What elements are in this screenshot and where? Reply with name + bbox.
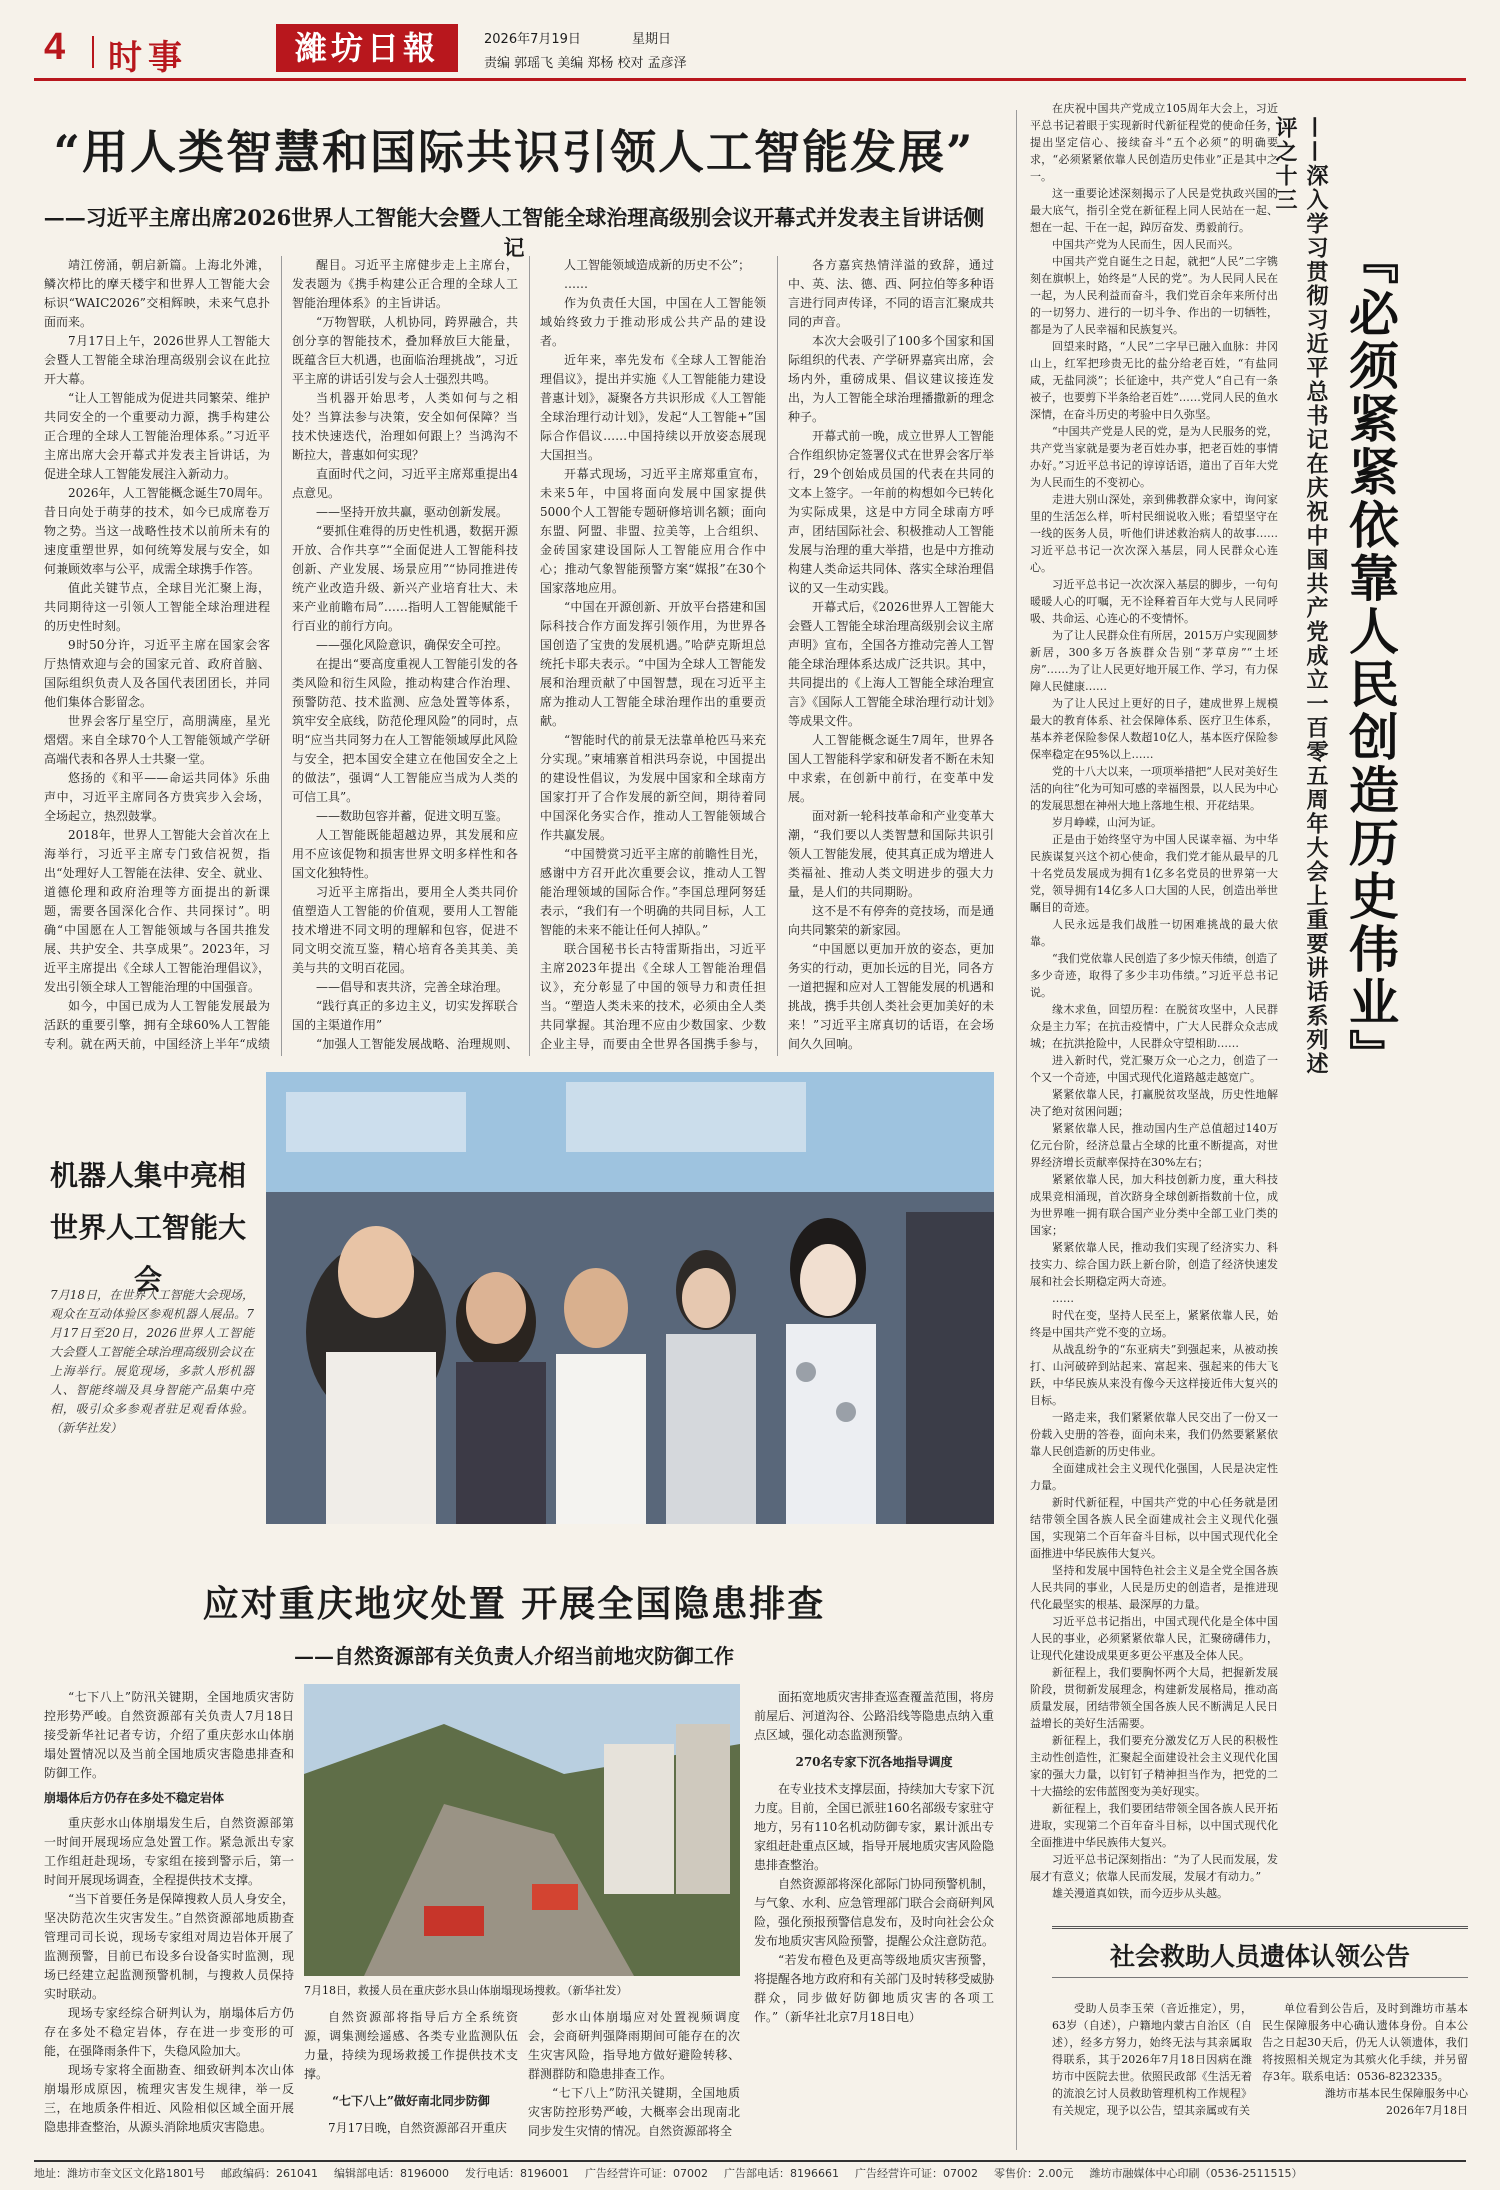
article-paragraph: 回望来时路，“人民”二字早已融入血脉：井冈山上，红军把珍贵无比的盐分给老百姓，“有盐同咸，无盐同淡”；长征途中，共产党人“自己有一条被子，也要剪下半条给老百姓”……党同人民的鱼水深情，在奋斗历史的考验中日久弥坚。 <box>1030 340 1278 421</box>
landslide-photo-caption: 7月18日，救援人员在重庆彭水县山体崩塌现场搜救。（新华社发） <box>304 1984 628 1997</box>
article-paragraph: 如今，中国已成为人工智能发展最为活跃的重要引擎，拥有全球60%人工智能专利。就在两天前，中国经济上半年“成绩 <box>44 999 270 1051</box>
article-paragraph: “让人工智能成为促进共同繁荣、维护共同安全的一个重要动力源，携手构建公正合理的全球人工智能治理体系。”习近平主席出席大会开幕式并发表主旨讲话，为促进全球人工智能发展注入新动力。 <box>44 391 270 481</box>
article-paragraph: 人工智能领域造成新的历史不公”； <box>564 258 751 272</box>
article-paragraph: …… <box>1052 1292 1074 1305</box>
top-story-column <box>44 256 270 1056</box>
article-paragraph: 重庆彭水山体崩塌发生后，自然资源部第一时间开展现场应急处置工作。紧急派出专家工作组赶赴现场，专家组在接到警示后，第一时间开展现场调查，全程提供技术支撑。 <box>44 1816 294 1887</box>
issue-date: 2026年7月19日 <box>484 32 581 47</box>
footer-item: 广告经营许可证：07002 <box>585 2167 708 2180</box>
article-paragraph: 时代在变，坚持人民至上，紧紧依靠人民，始终是中国共产党不变的立场。 <box>1030 1309 1278 1339</box>
article-paragraph: 人民永远是我们战胜一切困难挑战的最大依靠。 <box>1030 918 1278 948</box>
lower-story-subtitle: ——自然资源部有关负责人介绍当前地灾防御工作 <box>294 1644 734 1668</box>
lower-story-column <box>44 1688 294 2148</box>
landslide-illustration <box>304 1684 740 1976</box>
article-paragraph: 这不是不有停奔的竞技场，而是通向共同繁荣的新家园。 <box>788 904 994 937</box>
footer-item: 邮政编码：261041 <box>221 2167 318 2180</box>
footer-item: 广告部电话：8196661 <box>724 2167 839 2180</box>
photo-feature-caption: 7月18日，在世界人工智能大会现场，观众在互动体验区参观机器人展品。7月17日至20日，2026世界人工智能大会暨人工智能全球治理高级别会议在上海举行。展览现场，多款人形机器人、智能终端及具身智能产品集中亮相，吸引众多参观者驻足观看体验。（新华社发） <box>50 1288 255 1435</box>
article-paragraph: 习近平总书记指出，中国式现代化是全体中国人民的事业，必须紧紧依靠人民，汇聚磅礴伟力，让现代化建设成果更多更公平惠及全体人民。 <box>1030 1615 1278 1662</box>
article-paragraph: 开幕式现场，习近平主席郑重宣布，未来5年，中国将面向发展中国家提供5000个人工智能专题研修培训名额；面向东盟、阿盟、非盟、拉美等，上合组织、金砖国家建设国际人工智能应用合作中心；推动气象智能预警方案“媒报”在30个国家落地应用。 <box>540 467 766 595</box>
page-number: 4 <box>44 26 66 68</box>
article-paragraph: 醒目。习近平主席健步走上主席台，发表题为《携手构建公正合理的全球人工智能治理体系》的主旨讲话。 <box>292 258 518 310</box>
article-paragraph: 面对新一轮科技革命和产业变革大潮，“我们要以人类智慧和国际共识引领人工智能发展，使其真正成为增进人类福祉、推动人类文明进步的强大力量，是人们的共同期盼。 <box>788 809 994 899</box>
article-paragraph: 2018年，世界人工智能大会首次在上海举行，习近平主席专门致信祝贺，指出“处理好人工智能在法律、安全、就业、道德伦理和政府治理等方面提出的新课题，需要各国深化合作、共同探讨”。明确“中国愿在人工智能领域与各国共推发展、共护安全、共享成果”。2023年，习近平主席提出《全球人工智能治理倡议》，发出引领全球人工智能治理的中国强音。 <box>44 828 270 994</box>
article-paragraph: “七下八上”防汛关键期，全国地质灾害防控形势严峻，大概率会出现南北同步发生灾情的情况。自然资源部将全 <box>528 2086 740 2138</box>
article-paragraph: 新征程上，我们要充分激发亿万人民的积极性主动性创造性，汇聚起全面建设社会主义现代化国家的强大力量，以钉钉子精神担当作为，把党的二十大描绘的宏伟蓝图变为美好现实。 <box>1030 1734 1278 1798</box>
article-paragraph: “当下首要任务是保障搜救人员人身安全，坚决防范次生灾害发生。”自然资源部地质勘查管理司司长说，现场专家组对周边岩体开展了监测预警，目前已布设多台设备实时监测，现场已经建立起监测预警机制，与搜救人员保持实时联动。 <box>44 1892 294 2001</box>
article-paragraph: ——强化风险意识，确保安全可控。 <box>316 638 509 652</box>
photo-feature-title: 机器人集中亮相世界人工智能大会 <box>50 1159 247 1296</box>
article-paragraph: 习近平总书记一次次深入基层的脚步，一句句暖暖人心的叮嘱，无不诠释着百年大党与人民同呼吸、共命运、心连心的不变情怀。 <box>1030 578 1278 625</box>
article-paragraph: 作为负责任大国，中国在人工智能领域始终致力于推动形成公共产品的建设者。 <box>540 296 766 348</box>
robot-exhibition-illustration <box>266 1072 994 1524</box>
footer-item: 编辑部电话：8196000 <box>334 2167 449 2180</box>
column-rule <box>281 256 282 1056</box>
page-footer <box>34 2160 1466 2184</box>
article-paragraph: 中国共产党为人民而生，因人民而兴。 <box>1052 238 1239 251</box>
notice-right-text <box>1262 2000 1468 2150</box>
article-paragraph: ——坚持开放共赢，驱动创新发展。 <box>316 505 509 519</box>
article-paragraph: 开幕式后，《2026世界人工智能大会暨人工智能全球治理高级别会议主席声明》宣布，全国各方推动完善人工智能全球治理体系达成广泛共识。其中，共同提出的《上海人工智能全球治理宣言》《国际人工智能全球治理行动计划》等成果文件。 <box>788 600 994 728</box>
column-rule <box>529 256 530 1056</box>
footer-item: 广告经营许可证：07002 <box>855 2167 978 2180</box>
feature-vertical-title: 『必须紧紧依靠人民创造历史伟业』 <box>1341 234 1400 1082</box>
article-paragraph: 紧紧依靠人民，加大科技创新力度，重大科技成果竞相涌现，首次跻身全球创新指数前十位，成为世界唯一拥有联合国产业分类中全部工业门类的国家； <box>1030 1173 1278 1237</box>
article-paragraph: “万物智联，人机协同，跨界融合，共创分享的智能技术，叠加释放巨大能量，既蕴含巨大机遇，也面临治理挑战”，习近平主席的讲话引发与会人士强烈共鸣。 <box>292 315 518 386</box>
article-paragraph: 世界会客厅星空厅，高朋满座，星光熠熠。来自全球70个人工智能领域产学研高端代表和各界人士共聚一堂。 <box>44 714 270 766</box>
article-paragraph: 开幕式前一晚，成立世界人工智能合作组织协定签署仪式在世界会客厅举行，29个创始成员国的代表在共同的文本上签字。一年前的构想如今已转化为实际成果，这是中方同全球南方呼声，团结国际社会、积极推动人工智能发展与治理的重大举措，也是中方推动构建人类命运共同体、落实全球治理倡议的又一生动实践。 <box>788 429 994 595</box>
article-paragraph: 本次大会吸引了100多个国家和国际组织的代表、产学研界嘉宾出席，会场内外，重磅成果、倡议建议接连发出，为人工智能全球治理播撒新的理念种子。 <box>788 334 994 424</box>
article-paragraph: 坚持和发展中国特色社会主义是全党全国各族人民共同的事业，人民是历史的创造者，是推进现代化最坚实的根基、最深厚的力量。 <box>1030 1564 1278 1611</box>
article-paragraph: “七下八上”做好南北同步防御 <box>332 2094 490 2108</box>
issue-weekday: 星期日 <box>632 32 672 47</box>
article-paragraph: 人工智能概念诞生7周年，世界各国人工智能科学家和研发者不断在未知中求索，在创新中前行，在变革中发展。 <box>788 733 994 804</box>
article-paragraph: 人工智能既能超越边界，其发展和应用不应该促物和损害世界文明多样性和各国文化独特性。 <box>292 828 518 880</box>
column-rule <box>777 256 778 1056</box>
article-paragraph: “加强人工智能发展战略、治理规则、 <box>316 1037 518 1051</box>
article-paragraph <box>788 1054 994 1056</box>
robot-exhibition-photo <box>266 1072 994 1524</box>
article-paragraph: 7月17日晚，自然资源部召开重庆 <box>328 2121 507 2135</box>
lower-story-column <box>528 2008 740 2148</box>
article-paragraph: 在提出“要高度重视人工智能引发的各类风险和衍生风险，推动构建合作治理、预警防范、技术监测、应急处置等体系，筑牢安全底线，防范伦理风险”的同时，点明“应当共同努力在人工智能领域厚此风险与安全，把本国安全建立在他国安全之上的做法”，强调“人工智能应当成为人类的可信工具”。 <box>292 657 518 804</box>
footer-item: 地址：潍坊市奎文区文化路1801号 <box>34 2167 205 2180</box>
article-paragraph: 这一重要论述深刻揭示了人民是党执政兴国的最大底气，指引全党在新征程上同人民站在一起、想在一起、干在一起，踔厉奋发、勇毅前行。 <box>1030 187 1278 234</box>
article-paragraph: “中国在开源创新、开放平台搭建和国际科技合作方面发挥引领作用，为世界各国创造了宝贵的发展机遇。”哈萨克斯坦总统托卡耶夫表示。“中国为全球人工智能发展和治理贡献了中国智慧，现在习近平主席为推动人工智能全球治理作出的重要贡献。 <box>540 600 766 728</box>
notice-date: 2026年7月18日 <box>1386 2104 1468 2117</box>
lower-story-column <box>754 1688 994 2148</box>
article-paragraph: 值此关键节点，全球目光汇聚上海，共同期待这一引领人工智能全球治理进程的历史性时刻。 <box>44 581 270 633</box>
article-paragraph: 近年来，率先发布《全球人工智能治理倡议》，提出并实施《人工智能能力建设普惠计划》，凝聚各方共识形成《人工智能全球治理行动计划》，发起“人工智能+”国际合作倡议……中国持续以开放姿态展现大国担当。 <box>540 353 766 462</box>
article-paragraph: “智能时代的前景无法靠单枪匹马来充分实现。”柬埔寨首相洪玛奈说，中国提出的建设性倡议，为发展中国家和全球南方国家打开了合作发展的新空间，期待着同中国深化务实合作，推动人工智能领域合作共赢发展。 <box>540 733 766 842</box>
article-paragraph: 各方嘉宾热情洋溢的致辞，通过中、英、法、德、西、阿拉伯等多种语言进行同声传译，不同的语言汇聚成共同的声音。 <box>788 258 994 329</box>
article-paragraph: 为了让人民过上更好的日子，建成世界上规模最大的教育体系、社会保障体系、医疗卫生体系，基本养老保险参保人数超10亿人，基本医疗保险参保率稳定在95%以上…… <box>1030 697 1278 761</box>
footer-item: 潍坊市融媒体中心印刷（0536-2511515） <box>1089 2167 1303 2180</box>
photo-feature <box>34 1072 994 1524</box>
article-paragraph: 正是由于始终坚守为中国人民谋幸福、为中华民族谋复兴这个初心使命，我们党才能从最早的几十名党员发展成为拥有1亿多名党员的世界第一大党，领导拥有14亿多人口大国的人民，创造出举世瞩目的奇迹。 <box>1030 833 1278 914</box>
article-paragraph: 当机器开始思考，人类如何与之相处？当算法参与决策，安全如何保障？当技术快速迭代，治理如何跟上？当鸿沟不断拉大，普惠如何实现？ <box>292 391 518 462</box>
article-paragraph: “要抓住难得的历史性机遇，数据开源开放、合作共享”“全面促进人工智能科技创新、产业发展、场景应用”“协同推进传统产业改造升级、新兴产业培育壮大、未来产业前瞻布局”……指明人工智能赋能千行百业的前行方向。 <box>292 524 518 633</box>
article-paragraph: 靖江傍涌，朝启新篇。上海北外滩，鳞次栉比的摩天楼宇和世界人工智能大会标识“WAIC2026”交相辉映，未来气息扑面而来。 <box>44 258 270 329</box>
article-paragraph: ——倡导和衷共济，完善全球治理。 <box>316 980 509 994</box>
article-paragraph: 9时50分许，习近平主席在国家会客厅热情欢迎与会的国家元首、政府首脑、国际组织负责人及各国代表团团长，并同他们集体合影留念。 <box>44 638 270 709</box>
notice-title: 社会救助人员遗体认领公告 <box>1052 1926 1468 1978</box>
top-story-subtitle: ——习近平主席出席2026世界人工智能大会暨人工智能全球治理高级别会议开幕式并发表主旨讲话侧记 <box>43 205 985 260</box>
article-paragraph: 现场专家经综合研判认为，崩塌体后方仍存在多处不稳定岩体，存在进一步变形的可能，在强降雨条件下，失稳风险加大。 <box>44 2006 294 2058</box>
article-paragraph: 新征程上，我们要团结带领全国各族人民开拓进取，实现第二个百年奋斗目标，以中国式现代化全面推进中华民族伟大复兴。 <box>1030 1802 1278 1849</box>
masthead-logo: 濰坊日報 <box>276 24 458 72</box>
notice-signature: 潍坊市基本民生保障服务中心 <box>1325 2087 1468 2100</box>
article-paragraph: “中国共产党是人民的党，是为人民服务的党，共产党当家就是要为老百姓办事，把老百姓的事情办好。”习近平总书记的谆谆话语，道出了百年大党为人民而生的不变初心。 <box>1030 425 1278 489</box>
article-paragraph: 缘木求鱼，回望历程：在脱贫攻坚中，人民群众是主力军；在抗击疫情中，广大人民群众众志成城；在抗洪抢险中，人民群众守望相助…… <box>1030 1003 1278 1050</box>
article-paragraph: “中国赞赏习近平主席的前瞻性目光，感谢中方召开此次重要会议，推动人工智能治理领域的国际合作。”李国总理阿努廷表示，“我们有一个明确的共同目标，人工智能的未来不能让任何人掉队。” <box>540 847 766 937</box>
article-paragraph: 全面建成社会主义现代化强国，人民是决定性力量。 <box>1030 1462 1278 1492</box>
article-paragraph: ——数助包容并蓄，促进文明互鉴。 <box>316 809 509 823</box>
article-paragraph: 紧紧依靠人民，推动我们实现了经济实力、科技实力、综合国力跃上新台阶，创造了经济快速发展和社会长期稳定两大奇迹。 <box>1030 1241 1278 1288</box>
article-paragraph: 在庆祝中国共产党成立105周年大会上，习近平总书记着眼于实现新时代新征程党的使命任务，提出坚定信心、接续奋斗“五个必须”的明确要求，“必须紧紧依靠人民创造历史伟业”正是其中之一。 <box>1030 102 1278 183</box>
article-paragraph: 习近平总书记深刻指出：“为了人民而发展，发展才有意义；依靠人民而发展，发展才有动力。” <box>1030 1853 1278 1883</box>
section-divider-rule <box>1016 110 1017 2150</box>
feature-vertical-subtitle: ——深入学习贯彻习近平总书记在庆祝中国共产党成立一百零五周年大会上重要讲话系列述评之十三 <box>1272 116 1329 1076</box>
article-paragraph: 从战乱纷争的“东亚病夫”到强起来，从被动挨打、山河破碎到站起来、富起来、强起来的伟大飞跃，中华民族从来没有像今天这样接近伟大复兴的目标。 <box>1030 1343 1278 1407</box>
article-paragraph: 270名专家下沉各地指导调度 <box>795 1755 953 1769</box>
article-paragraph: 自然资源部将深化部际门协同预警机制，与气象、水利、应急管理部门联合会商研判风险，强化预报预警信息发布，及时向社会公众发布地质灾害风险预警，提醒公众注意防范。 <box>754 1877 994 1948</box>
article-paragraph: 党的十八大以来，一项项举措把“人民对美好生活的向往”化为可知可感的幸福图景，以人民为中心的发展思想在神州大地上落地生根、开花结果。 <box>1030 765 1278 812</box>
notice-right-paragraph: 单位看到公告后，及时到潍坊市基本民生保障服务中心确认遗体身份。自本公告之日起30天后，仍无人认领遗体，我们将按照相关规定为其殡火化手续，并另留存3年。联系电话：0536-8232335。 <box>1262 2002 1468 2083</box>
notice-left-paragraph: 受助人员李玉荣（音近推定），男，63岁（自述），户籍地内蒙古自治区（自述），经多方努力，始终无法与其亲属取得联系，其于2026年7月18日因病在潍坊市中医院去世。依照民政部《生活无着的流浪乞讨人员救助管理机构工作规程》有关规定，现予以公告，望其亲属或有关 <box>1052 2002 1252 2117</box>
editors-line: 责编 郭瑶飞 美编 郑杨 校对 孟彦泽 <box>484 56 687 71</box>
article-paragraph: “践行真正的多边主义，切实发挥联合国的主渠道作用” <box>292 999 518 1032</box>
article-paragraph: 面拓宽地质灾害排查巡查覆盖范围，将房前屋后、河道沟谷、公路沿线等隐患点纳入重点区域，强化动态监测预警。 <box>754 1690 994 1742</box>
photo-caption-block <box>34 1072 262 1524</box>
article-paragraph: 一路走来，我们紧紧依靠人民交出了一份又一份载入史册的答卷，面向未来，我们仍然要紧紧依靠人民创造新的历史伟业。 <box>1030 1411 1278 1458</box>
article-paragraph: “若发布橙色及更高等级地质灾害预警，将提醒各地方政府和有关部门及时转移受威胁群众，同步做好防御地质灾害的各项工作。”（新华社北京7月18日电） <box>754 1953 994 2024</box>
article-paragraph: 现场专家将全面勘查、细致研判本次山体崩塌形成原因，梳理灾害发生规律，举一反三，在地质条件相近、风险相似区域全面开展隐患排查整治，从源头消除地质灾害隐患。 <box>44 2063 294 2134</box>
article-paragraph: 岁月峥嵘，山河为证。 <box>1052 816 1162 829</box>
article-paragraph: 悠扬的《和平——命运共同体》乐曲声中，习近平主席同各方贵宾步入会场，全场起立，热烈鼓掌。 <box>44 771 270 823</box>
article-paragraph: 习近平主席指出，要用全人类共同价值塑造人工智能的价值观，要用人工智能技术增进不同文明的理解和包容，促进不同文明交流互鉴，精心培育各美其美、美美与共的文明百花园。 <box>292 885 518 975</box>
top-story-column <box>788 256 994 1056</box>
article-paragraph: 联合国秘书长古特雷斯指出，习近平主席2023年提出《全球人工智能治理倡议》，充分彰显了中国的领导力和责任担当。“塑造人类未来的技术，必须由全人类共同掌握。其治理不应由少数国家、少数企业主导，而要由全世界各国携手参与， <box>540 942 766 1051</box>
article-paragraph: 彭水山体崩塌应对处置视频调度会，会商研判强降雨期间可能存在的次生灾害风险，指导地方做好避险转移、群测群防和隐患排查工作。 <box>528 2010 740 2081</box>
article-paragraph: 走进大别山深处，亲到佛教群众家中，询问家里的生活怎么样，听村民细说收入账；看望坚守在一线的医务人员，听他们讲述救治病人的故事……习近平总书记一次次深入基层，同人民群众心连心。 <box>1030 493 1278 574</box>
section-name: 时事 <box>108 38 188 78</box>
article-paragraph: “我们党依靠人民创造了多少惊天伟绩，创造了多少奇迹，取得了多少丰功伟绩。”习近平总书记说。 <box>1030 952 1278 999</box>
article-paragraph: 崩塌体后方仍存在多处不稳定岩体 <box>44 1791 225 1805</box>
article-paragraph: 紧紧依靠人民，打赢脱贫攻坚战，历史性地解决了绝对贫困问题； <box>1030 1088 1278 1118</box>
page-header <box>34 22 1466 81</box>
article-paragraph: 2026年，人工智能概念诞生70周年。昔日向处于萌芽的技术，如今已成席卷万物之势。当这一战略性技术以前所未有的速度重塑世界，如何统筹发展与安全，如何兼顾效率与公平，成需全球携手作答。 <box>44 486 270 576</box>
article-paragraph: 紧紧依靠人民，推动国内生产总值超过140万亿元台阶，经济总量占全球的比重不断提高，对世界经济增长贡献率保持在30%左右； <box>1030 1122 1278 1169</box>
top-story-column <box>292 256 518 1056</box>
notice-left-text <box>1052 2000 1252 2150</box>
article-paragraph: 雄关漫道真如铁，而今迈步从头越。 <box>1052 1887 1228 1900</box>
article-paragraph: 直面时代之问，习近平主席郑重提出4点意见。 <box>292 467 518 500</box>
article-paragraph: “中国愿以更加开放的姿态，更加务实的行动，更加长远的目光，同各方一道把握和应对人工智能发展的机遇和挑战，携手共创人类社会更加美好的未来！”习近平主席真切的话语，在会场间久久回响。 <box>788 942 994 1051</box>
article-paragraph: 进入新时代，党汇聚万众一心之力，创造了一个又一个奇迹，中国式现代化道路越走越宽广。 <box>1030 1054 1278 1084</box>
footer-item: 发行电话：8196001 <box>465 2167 569 2180</box>
feature-column <box>1030 100 1278 1900</box>
article-paragraph: …… <box>564 277 588 291</box>
article-paragraph: 新征程上，我们要胸怀两个大局，把握新发展阶段，贯彻新发展理念，构建新发展格局，推动高质量发展，团结带领全国各族人民不断满足人民日益增长的美好生活需要。 <box>1030 1666 1278 1730</box>
article-paragraph: 在专业技术支撑层面，持续加大专家下沉力度。目前，全国已派驻160名部级专家驻守地方，另有110名机动防御专家，累计派出专家组赶赴重点区域，指导开展地质灾害风险隐患排查整治。 <box>754 1782 994 1872</box>
footer-item: 零售价：2.00元 <box>994 2167 1074 2180</box>
article-paragraph: 中国共产党自诞生之日起，就把“人民”二字镌刻在旗帜上，始终是“人民的党”。为人民同人民在一起，为人民利益而奋斗，我们党百余年来所付出的一切努力、进行的一切斗争、作出的一切牺牲，都是为了人民幸福和民族复兴。 <box>1030 255 1278 336</box>
article-paragraph: 新时代新征程，中国共产党的中心任务就是团结带领全国各族人民全面建成社会主义现代化强国，实现第二个百年奋斗目标，以中国式现代化全面推进中华民族伟大复兴。 <box>1030 1496 1278 1560</box>
article-paragraph: “七下八上”防汛关键期，全国地质灾害防控形势严峻。自然资源部有关负责人7月18日接受新华社记者专访，介绍了重庆彭水山体崩塌处置情况以及当前全国地质灾害隐患排查和防御工作。 <box>44 1690 294 1780</box>
article-paragraph: 为了让人民群众住有所居，2015万户实现圆梦新居，300多万各族群众告别“茅草房”“土坯房”……为了让人民更好地开展工作、学习，有力保障人民健康…… <box>1030 629 1278 693</box>
lower-story-column <box>304 2008 518 2148</box>
lower-story-title: 应对重庆地灾处置 开展全国隐患排查 <box>202 1583 826 1625</box>
article-paragraph: 7月17日上午，2026世界人工智能大会暨人工智能全球治理高级别会议在此拉开大幕。 <box>44 334 270 386</box>
section-divider <box>92 36 94 68</box>
top-story-column <box>540 256 766 1056</box>
top-story-title: “用人类智慧和国际共识引领人工智能发展” <box>53 125 975 179</box>
article-paragraph: 自然资源部将指导后方全系统资源，调集测绘遥感、各类专业监测队伍力量，持续为现场救援工作提供技术支撑。 <box>304 2010 518 2081</box>
landslide-rescue-photo <box>304 1684 740 1976</box>
